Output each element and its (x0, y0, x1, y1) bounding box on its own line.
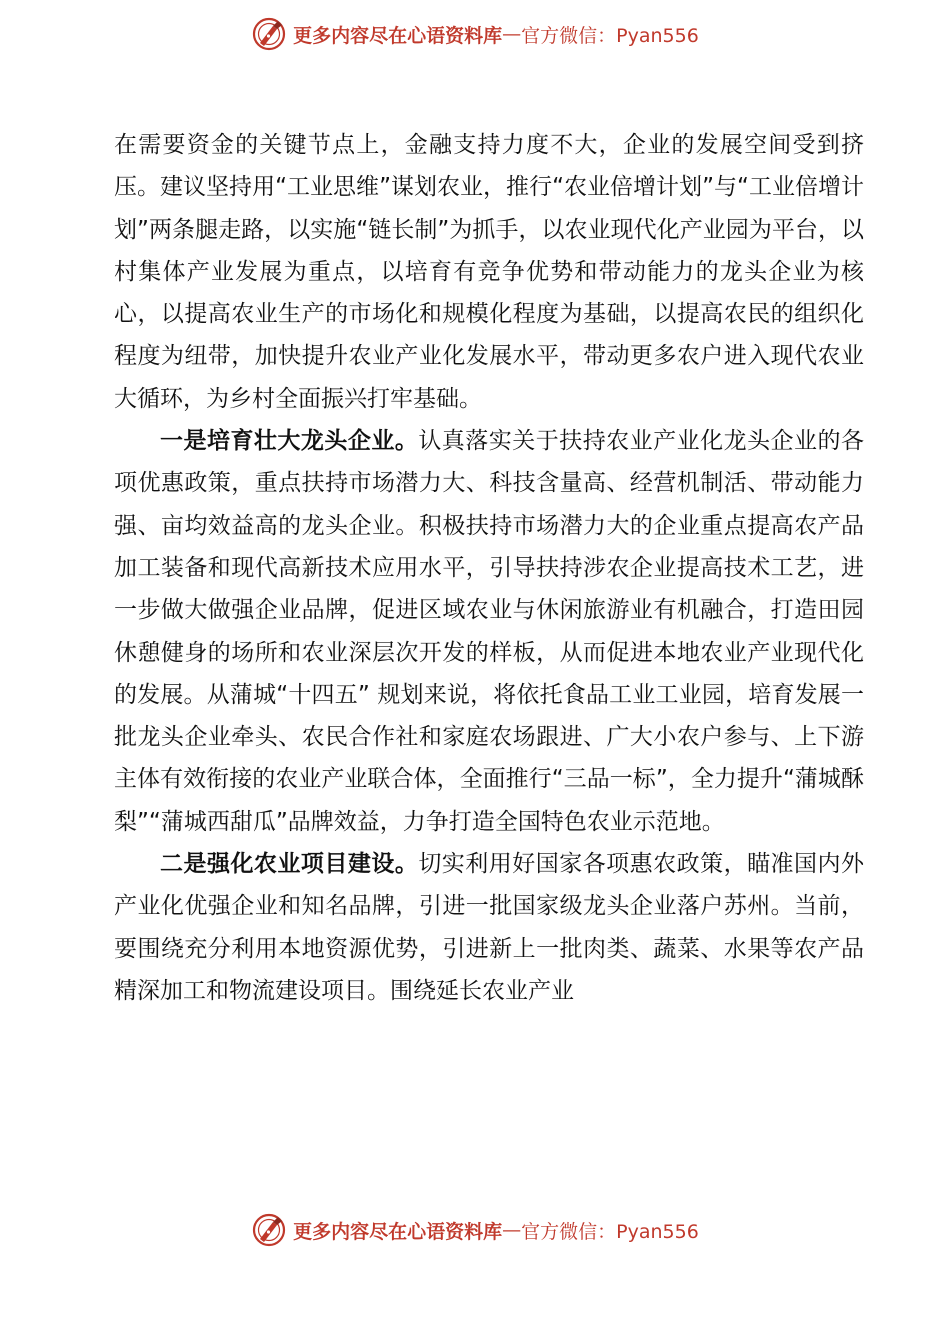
footer-banner-wechat: 官方微信：Pyan556 (521, 1220, 699, 1243)
pen-nib-circle-icon (251, 16, 287, 52)
header-banner (0, 14, 950, 54)
paragraph-2-lead: 一是培育壮大龙头企业。 (160, 428, 419, 455)
paragraph-2 (114, 420, 864, 843)
banner-dash: — (502, 23, 522, 45)
paragraph-3 (114, 843, 864, 1012)
document-body (114, 124, 864, 1012)
pen-nib-circle-icon (251, 1212, 287, 1248)
paragraph-3-text: 切实利用好国家各项惠农政策，瞄准国内外产业化优强企业和知名品牌，引进一批国家级龙头企业落户苏州。当前，要围绕充分利用本地资源优势，引进新上一批肉类、蔬菜、水果等农产品精深加工和物流建设项目。围绕延长农业产业 (114, 851, 865, 1004)
paragraph-2-text: 认真落实关于扶持农业产业化龙头企业的各项优惠政策，重点扶持市场潜力大、科技含量高、经营机制活、带动能力强、亩均效益高的龙头企业。积极扶持市场潜力大的企业重点提高农产品加工装备和现代高新技术应用水平，引导扶持涉农企业提高技术工艺，进一步做大做强企业品牌，促进区域农业与休闲旅游业有机融合，打造田园休憩健身的场所和农业深层次开发的样板，从而促进本地农业产业现代化的发展。从蒲城“十四五” 规划来说，将依托食品工业工业园，培育发展一批龙头企业牵头、农民合作社和家庭农场跟进、广大小农户参与、上下游主体有效衔接的农业产业联合体，全面推行“三品一标”，全力提升“蒲城酥梨”“蒲城西甜瓜”品牌效益，力争打造全国特色农业示范地。 (114, 428, 865, 835)
paragraph-1: 在需要资金的关键节点上，金融支持力度不大，企业的发展空间受到挤压。建议坚持用“工业思维”谋划农业，推行“农业倍增计划”与“工业倍增计划”两条腿走路，以实施“链长制”为抓手，以农业现代化产业园为平台，以村集体产业发展为重点，以培育有竞争优势和带动能力的龙头企业为核心，以提高农业生产的市场化和规模化程度为基础，以提高农民的组织化程度为纽带，加快提升农业产业化发展水平，带动更多农户进入现代农业大循环，为乡村全面振兴打牢基础。 (114, 132, 864, 412)
footer-banner-dash: — (502, 1219, 522, 1241)
banner-title: 更多内容尽在心语资料库 (293, 24, 503, 47)
paragraph-3-lead: 二是强化农业项目建设。 (160, 851, 419, 878)
footer-banner (0, 1210, 950, 1250)
banner-wechat: 官方微信：Pyan556 (521, 24, 699, 47)
footer-banner-title: 更多内容尽在心语资料库 (293, 1220, 503, 1243)
